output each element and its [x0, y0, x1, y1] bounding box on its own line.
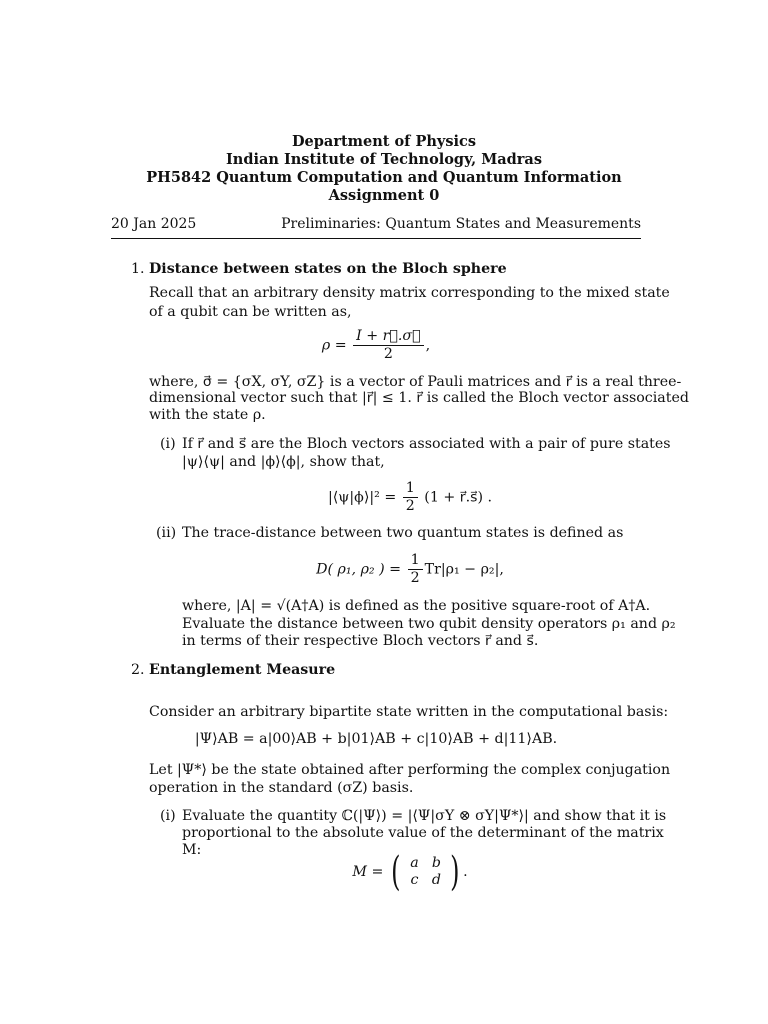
- q1-part-ii-line2: where, |A| = √(A†A) is defined as the positive square-root of A†A.: [182, 598, 651, 614]
- eq2-numerator: 1: [403, 480, 418, 498]
- institute-title: Indian Institute of Technology, Madras: [226, 151, 542, 168]
- course-title: PH5842 Quantum Computation and Quantum Information: [146, 169, 622, 186]
- q1-part-i-line1: If r⃗ and s⃗ are the Bloch vectors associated with a pair of pure states: [182, 436, 671, 452]
- eq-overlap: [160, 480, 660, 515]
- q2-part-i-label: (i): [160, 808, 176, 824]
- topic: Preliminaries: Quantum States and Measurements: [281, 216, 641, 232]
- q1-part-ii-line1: The trace-distance between two quantum states is defined as: [182, 525, 624, 541]
- q1-part-ii-label: (ii): [156, 525, 177, 541]
- q1-def-line2: dimensional vector such that |r⃗| ≤ 1. r⃗ is called the Bloch vector associated: [149, 390, 689, 406]
- q2-let-line1: Let |Ψ*⟩ be the state obtained after performing the complex conjugation: [149, 762, 671, 778]
- eq-trace-distance: [160, 552, 660, 587]
- assignment-title: Assignment 0: [328, 187, 440, 204]
- eq3-numerator: 1: [408, 552, 423, 570]
- q1-number: 1.: [131, 261, 145, 277]
- dept-title: Department of Physics: [291, 133, 477, 150]
- header-rule: [111, 238, 641, 239]
- q1-title: Distance between states on the Bloch sphere: [149, 261, 507, 277]
- q2-part-i-line3: M:: [182, 842, 202, 858]
- matrix-m: ( a b c d ): [390, 849, 460, 895]
- q2-number: 2.: [131, 662, 145, 678]
- matrix-entry: d: [431, 872, 442, 888]
- eq5-tail: .: [463, 864, 468, 880]
- eq2-denominator: 2: [405, 498, 415, 514]
- eq-matrix-m: [160, 849, 660, 895]
- eq-bipartite-state: |Ψ⟩AB = a|00⟩AB + b|01⟩AB + c|10⟩AB + d|11⟩AB.: [194, 731, 558, 747]
- eq1-denominator: 2: [383, 346, 393, 362]
- eq3-lhs: D( ρ₁, ρ₂ ) =: [316, 561, 402, 578]
- q1-part-ii-line3: Evaluate the distance between two qubit density operators ρ₁ and ρ₂: [182, 616, 676, 632]
- q1-intro-line2: of a qubit can be written as,: [149, 304, 352, 320]
- eq2-tail: (1 + r⃗.s⃗) .: [424, 489, 493, 506]
- q1-intro-line1: Recall that an arbitrary density matrix corresponding to the mixed state: [149, 285, 670, 301]
- eq1-lhs: ρ =: [321, 337, 347, 354]
- matrix-entry: c: [410, 872, 419, 888]
- eq1-numerator: I + r⃗.σ⃗: [353, 328, 424, 346]
- q1-part-i-label: (i): [160, 436, 176, 452]
- matrix-entry: a: [410, 855, 419, 871]
- eq5-lhs: M =: [352, 864, 384, 880]
- eq2-lhs: |⟨ψ|ϕ⟩|² =: [327, 489, 397, 506]
- eq3-denominator: 2: [410, 570, 420, 586]
- q2-intro: Consider an arbitrary bipartite state written in the computational basis:: [149, 704, 669, 720]
- q2-title: Entanglement Measure: [149, 662, 336, 678]
- q2-part-i-line2: proportional to the absolute value of the determinant of the matrix: [182, 825, 664, 841]
- eq-density-matrix: [111, 328, 641, 363]
- q2-let-line2: operation in the standard (σZ) basis.: [149, 780, 414, 796]
- eq2-fraction: [403, 480, 418, 515]
- q1-part-ii-line4: in terms of their respective Bloch vectors r⃗ and s⃗.: [182, 633, 539, 649]
- eq1-fraction: [353, 328, 424, 363]
- eq3-tail: Tr|ρ₁ − ρ₂|,: [424, 561, 504, 578]
- date: 20 Jan 2025: [111, 216, 197, 232]
- matrix-entry: b: [431, 855, 442, 871]
- eq3-fraction: [408, 552, 423, 587]
- q1-part-i-line2: |ψ⟩⟨ψ| and |ϕ⟩⟨ϕ|, show that,: [182, 454, 385, 470]
- q1-def-line3: with the state ρ.: [149, 407, 266, 423]
- q1-def-line1: where, σ⃗ = {σX, σY, σZ} is a vector of Pauli matrices and r⃗ is a real three-: [149, 374, 682, 390]
- q2-part-i-line1: Evaluate the quantity ℂ(|Ψ⟩) = |⟨Ψ|σY ⊗ σY|Ψ*⟩| and show that it is: [182, 808, 667, 824]
- meta-row: [111, 216, 641, 232]
- eq1-tail: ,: [425, 337, 431, 354]
